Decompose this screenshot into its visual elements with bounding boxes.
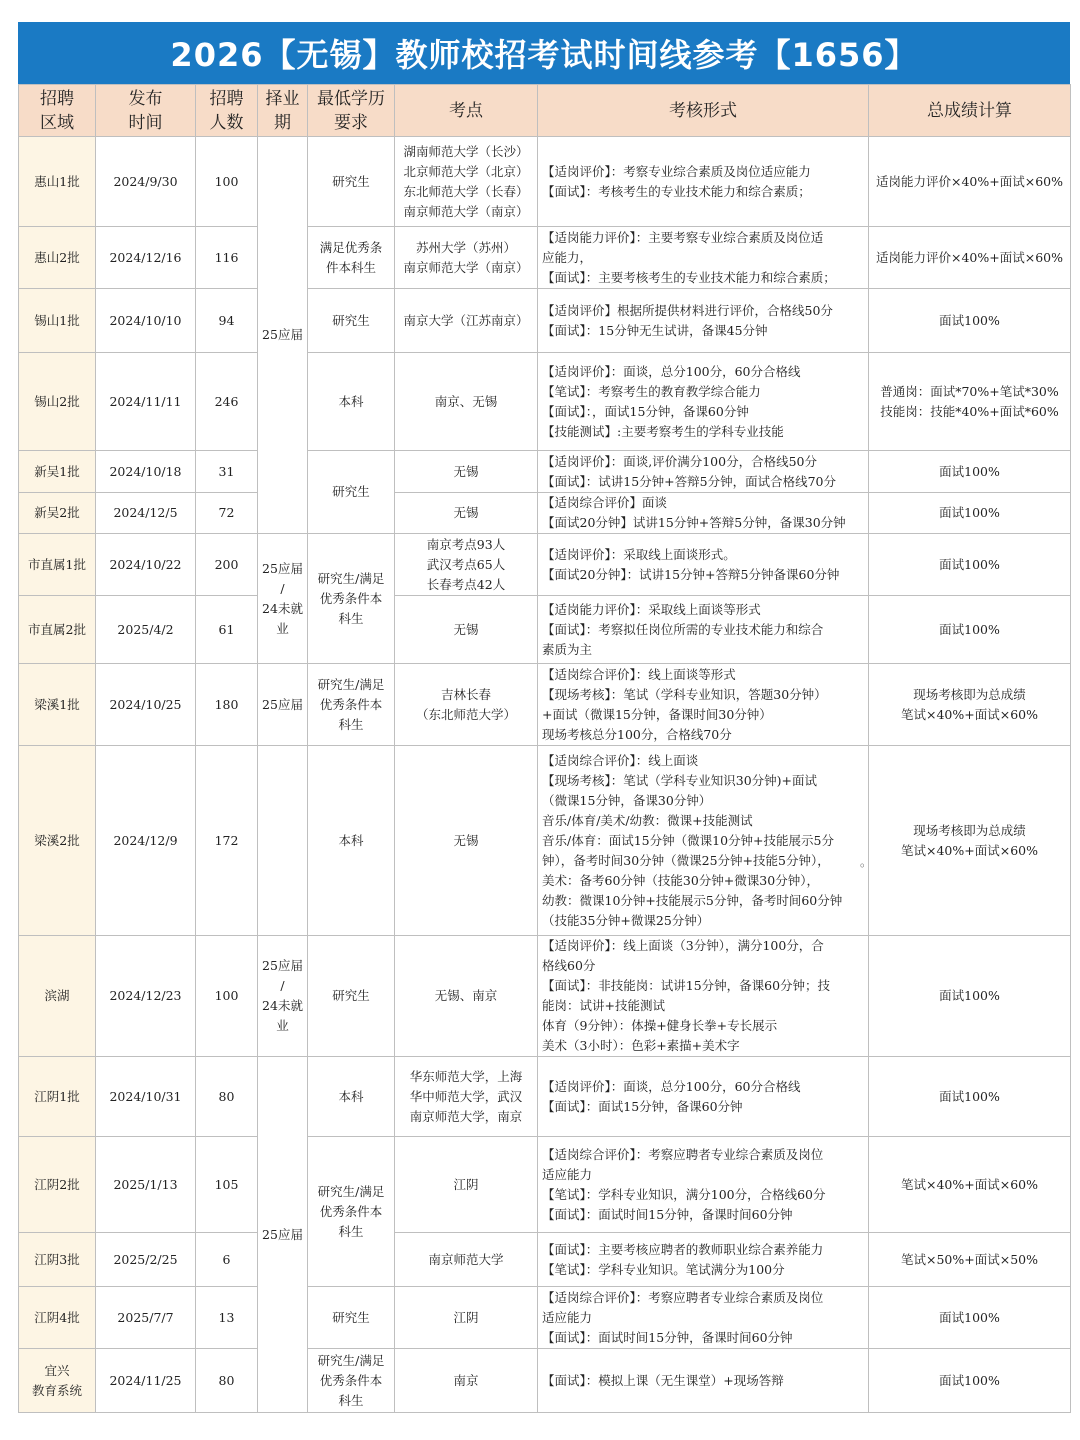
score-cell: 现场考核即为总成绩 笔试×40%+面试×60% [869, 664, 1071, 746]
venue-cell: 湖南师范大学（长沙） 北京师范大学（北京） 东北师范大学（长春） 南京师范大学（南京） [395, 137, 538, 227]
period-cell: 25应届 [258, 137, 308, 534]
edu-cell: 满足优秀条 件本科生 [308, 227, 395, 289]
edu-cell: 研究生 [308, 289, 395, 353]
date-cell: 2024/10/31 [96, 1057, 196, 1137]
date-cell: 2025/4/2 [96, 596, 196, 664]
form-cell: 【适岗综合评价】：线上面谈等形式 【现场考核】：笔试（学科专业知识，答题30分钟） +面试（微课15分钟，备课时间30分钟） 现场考核总分100分，合格线70分 [538, 664, 869, 746]
score-cell: 面试100% [869, 289, 1071, 353]
count-cell: 61 [196, 596, 258, 664]
form-cell: 【适岗评价】根据所提供材料进行评价，合格线50分 【面试】：15分钟无生试讲，备课45分钟 [538, 289, 869, 353]
edu-cell: 研究生 [308, 137, 395, 227]
score-cell: 现场考核即为总成绩 笔试×40%+面试×60% [869, 746, 1071, 936]
date-cell: 2024/11/25 [96, 1349, 196, 1413]
count-cell: 246 [196, 353, 258, 451]
count-cell: 31 [196, 451, 258, 493]
edu-cell: 本科 [308, 353, 395, 451]
count-cell: 72 [196, 493, 258, 534]
page-title: 2026【无锡】教师校招考试时间线参考【1656】 [18, 22, 1070, 84]
score-cell: 面试100% [869, 1057, 1071, 1137]
table-row [19, 596, 1071, 664]
stray-mark: 。 [860, 855, 873, 869]
date-cell: 2024/12/16 [96, 227, 196, 289]
count-cell: 172 [196, 746, 258, 936]
count-cell: 6 [196, 1233, 258, 1287]
form-cell: 【适岗综合评价】：考察应聘者专业综合素质及岗位 适应能力 【笔试】：学科专业知识，满分100分，合格线60分 【面试】：面试时间15分钟，备课时间60分钟 [538, 1137, 869, 1233]
date-cell: 2024/12/23 [96, 936, 196, 1057]
timeline-table [18, 84, 1071, 1413]
region-cell: 锡山2批 [19, 353, 96, 451]
venue-cell: 无锡 [395, 451, 538, 493]
score-cell: 面试100% [869, 596, 1071, 664]
table-header-row [19, 85, 1071, 137]
count-cell: 80 [196, 1349, 258, 1413]
form-cell: 【适岗评价】：面谈，总分100分，60分合格线 【笔试】：考察考生的教育教学综合能力 【面试】：，面试15分钟，备课60分钟 【技能测试】:主要考察考生的学科专业技能 [538, 353, 869, 451]
region-cell: 锡山1批 [19, 289, 96, 353]
score-cell: 面试100% [869, 1287, 1071, 1349]
header-region: 招聘 区域 [19, 85, 96, 137]
edu-cell: 研究生/满足 优秀条件本 科生 [308, 534, 395, 664]
region-cell: 滨湖 [19, 936, 96, 1057]
score-cell: 面试100% [869, 1349, 1071, 1413]
table-row [19, 1137, 1071, 1233]
table-row [19, 227, 1071, 289]
date-cell: 2025/7/7 [96, 1287, 196, 1349]
region-cell: 宜兴 教育系统 [19, 1349, 96, 1413]
venue-cell: 无锡 [395, 596, 538, 664]
form-cell: 【适岗评价】：面谈，总分100分，60分合格线 【面试】：面试15分钟，备课60分钟 [538, 1057, 869, 1137]
form-cell: 【面试】：模拟上课（无生课堂）+现场答辩 [538, 1349, 869, 1413]
score-cell: 面试100% [869, 534, 1071, 596]
score-cell: 普通岗：面试*70%+笔试*30% 技能岗：技能*40%+面试*60% [869, 353, 1071, 451]
date-cell: 2024/10/18 [96, 451, 196, 493]
table-row [19, 493, 1071, 534]
region-cell: 市直属2批 [19, 596, 96, 664]
header-form: 考核形式 [538, 85, 869, 137]
venue-cell: 南京 [395, 1349, 538, 1413]
header-education: 最低学历 要求 [308, 85, 395, 137]
venue-cell: 吉林长春 （东北师范大学） [395, 664, 538, 746]
header-score: 总成绩计算 [869, 85, 1071, 137]
region-cell: 惠山2批 [19, 227, 96, 289]
score-cell: 适岗能力评价×40%+面试×60% [869, 137, 1071, 227]
date-cell: 2024/9/30 [96, 137, 196, 227]
form-cell: 【适岗综合评价】面谈 【面试20分钟】试讲15分钟+答辩5分钟，备课30分钟 [538, 493, 869, 534]
table-row [19, 353, 1071, 451]
edu-cell: 研究生 [308, 936, 395, 1057]
region-cell: 新吴1批 [19, 451, 96, 493]
form-cell: 【适岗能力评价】：主要考察专业综合素质及岗位适 应能力， 【面试】：主要考核考生的专业技术能力和综合素质； [538, 227, 869, 289]
region-cell: 新吴2批 [19, 493, 96, 534]
venue-cell: 华东师范大学，上海 华中师范大学，武汉 南京师范大学，南京 [395, 1057, 538, 1137]
date-cell: 2025/1/13 [96, 1137, 196, 1233]
region-cell: 市直属1批 [19, 534, 96, 596]
edu-cell: 本科 [308, 1057, 395, 1137]
date-cell: 2024/11/11 [96, 353, 196, 451]
region-cell: 江阴1批 [19, 1057, 96, 1137]
header-venue: 考点 [395, 85, 538, 137]
region-cell: 梁溪2批 [19, 746, 96, 936]
date-cell: 2024/10/10 [96, 289, 196, 353]
count-cell: 105 [196, 1137, 258, 1233]
venue-cell: 无锡 [395, 746, 538, 936]
date-cell: 2024/12/5 [96, 493, 196, 534]
period-cell: 25应届 [258, 1057, 308, 1413]
score-cell: 面试100% [869, 936, 1071, 1057]
table-row [19, 1287, 1071, 1349]
header-date: 发布 时间 [96, 85, 196, 137]
venue-cell: 无锡、南京 [395, 936, 538, 1057]
score-cell: 面试100% [869, 493, 1071, 534]
form-cell: 【适岗评价】：采取线上面谈形式。 【面试20分钟】：试讲15分钟+答辩5分钟备课60分钟 [538, 534, 869, 596]
score-cell: 适岗能力评价×40%+面试×60% [869, 227, 1071, 289]
count-cell: 200 [196, 534, 258, 596]
count-cell: 94 [196, 289, 258, 353]
venue-cell: 江阴 [395, 1287, 538, 1349]
score-cell: 笔试×50%+面试×50% [869, 1233, 1071, 1287]
form-cell: 【适岗综合评价】：线上面谈 【现场考核】：笔试（学科专业知识30分钟)+面试 （微课15分钟，备课30分钟） 音乐/体育/美术/幼教：微课+技能测试 音乐/体育：面试15分钟（微课10分钟+技能展示5分 钟），备考时间30分钟（微课25分钟+技能5分钟）， 美术：备考60分钟（技能30分钟+微课30分钟）， 幼教：微课10分钟+技能展示5分钟，备考时间60分钟 （技能35分钟+微课25分钟） [538, 746, 869, 936]
region-cell: 江阴2批 [19, 1137, 96, 1233]
date-cell: 2024/10/22 [96, 534, 196, 596]
count-cell: 13 [196, 1287, 258, 1349]
venue-cell: 江阴 [395, 1137, 538, 1233]
edu-cell: 研究生/满足 优秀条件本 科生 [308, 664, 395, 746]
venue-cell: 苏州大学（苏州） 南京师范大学（南京） [395, 227, 538, 289]
period-cell: 25应届 / 24未就 业 [258, 534, 308, 664]
table-row [19, 1057, 1071, 1137]
table-row [19, 1233, 1071, 1287]
form-cell: 【适岗综合评价】：考察应聘者专业综合素质及岗位 适应能力 【面试】：面试时间15分钟，备课时间60分钟 [538, 1287, 869, 1349]
region-cell: 梁溪1批 [19, 664, 96, 746]
venue-cell: 南京考点93人 武汉考点65人 长春考点42人 [395, 534, 538, 596]
count-cell: 116 [196, 227, 258, 289]
region-cell: 惠山1批 [19, 137, 96, 227]
region-cell: 江阴4批 [19, 1287, 96, 1349]
count-cell: 100 [196, 936, 258, 1057]
date-cell: 2025/2/25 [96, 1233, 196, 1287]
header-count: 招聘 人数 [196, 85, 258, 137]
edu-cell: 研究生 [308, 451, 395, 534]
venue-cell: 南京大学（江苏南京） [395, 289, 538, 353]
date-cell: 2024/10/25 [96, 664, 196, 746]
score-cell: 笔试×40%+面试×60% [869, 1137, 1071, 1233]
date-cell: 2024/12/9 [96, 746, 196, 936]
edu-cell: 研究生/满足 优秀条件本 科生 [308, 1137, 395, 1287]
form-cell: 【面试】：主要考核应聘者的教师职业综合素养能力 【笔试】：学科专业知识。笔试满分为100分 [538, 1233, 869, 1287]
form-cell: 【适岗评价】：考察专业综合素质及岗位适应能力 【面试】：考核考生的专业技术能力和综合素质； [538, 137, 869, 227]
header-period: 择业 期 [258, 85, 308, 137]
table-row [19, 936, 1071, 1057]
venue-cell: 无锡 [395, 493, 538, 534]
count-cell: 180 [196, 664, 258, 746]
count-cell: 100 [196, 137, 258, 227]
table-row [19, 137, 1071, 227]
table-row [19, 1349, 1071, 1413]
score-cell: 面试100% [869, 451, 1071, 493]
table-row [19, 664, 1071, 746]
region-cell: 江阴3批 [19, 1233, 96, 1287]
venue-cell: 南京师范大学 [395, 1233, 538, 1287]
edu-cell: 研究生/满足 优秀条件本 科生 [308, 1349, 395, 1413]
period-cell-empty [258, 746, 308, 936]
venue-cell: 南京、无锡 [395, 353, 538, 451]
form-cell: 【适岗能力评价】：采取线上面谈等形式 【面试】：考察拟任岗位所需的专业技术能力和综合 素质为主 [538, 596, 869, 664]
form-cell: 【适岗评价】：线上面谈（3分钟），满分100分，合 格线60分 【面试】：非技能岗：试讲15分钟，备课60分钟；技 能岗：试讲+技能测试 体育（9分钟）：体操+健身长拳+专长展示 美术（3小时）：色彩+素描+美术字 [538, 936, 869, 1057]
table-row [19, 451, 1071, 493]
edu-cell: 本科 [308, 746, 395, 936]
form-cell: 【适岗评价】：面谈,评价满分100分，合格线50分 【面试】：试讲15分钟+答辩5分钟，面试合格线70分 [538, 451, 869, 493]
table-row [19, 746, 1071, 936]
table-row [19, 289, 1071, 353]
period-cell: 25应届 [258, 664, 308, 746]
edu-cell: 研究生 [308, 1287, 395, 1349]
table-row [19, 534, 1071, 596]
period-cell: 25应届 / 24未就 业 [258, 936, 308, 1057]
count-cell: 80 [196, 1057, 258, 1137]
